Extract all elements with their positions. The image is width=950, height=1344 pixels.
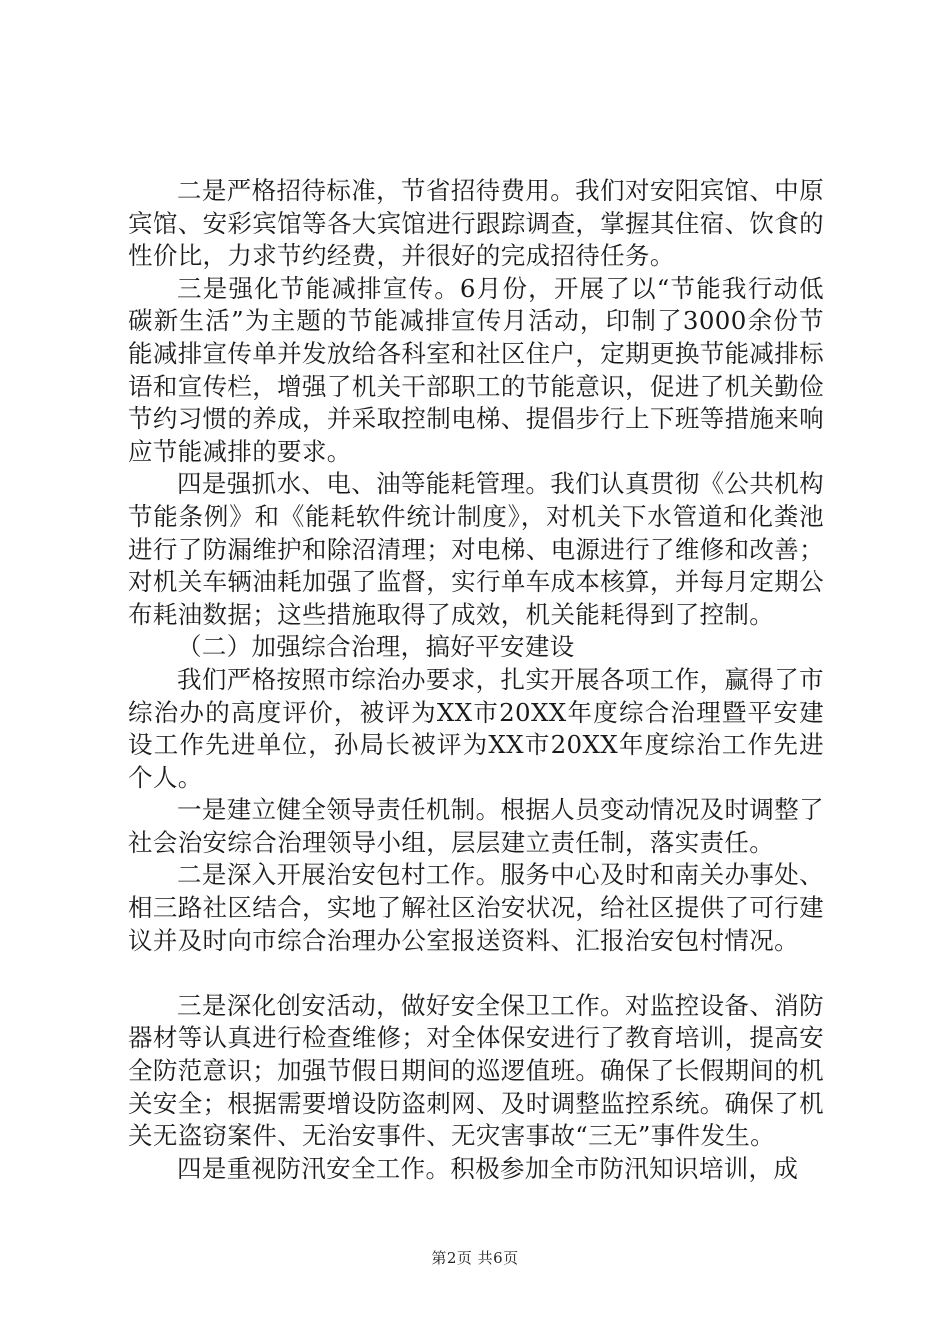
- paragraph-village-security-work: 二是深入开展治安包村工作。服务中心及时和南关办事处、相三路社区结合，实地了解社区治安状况，给社区提供了可行建议并及时向市综合治理办公室报送资料、汇报治安包村情况。: [128, 860, 824, 955]
- paragraph-reception-standards: 二是严格招待标准，节省招待费用。我们对安阳宾馆、中原宾馆、安彩宾馆等各大宾馆进行跟踪调查，掌握其住宿、饮食的性价比，力求节约经费，并很好的完成招待任务。: [128, 176, 824, 271]
- paragraph-energy-consumption-management: 四是强抓水、电、油等能耗管理。我们认真贯彻《公共机构节能条例》和《能耗软件统计制度》，对机关下水管道和化粪池进行了防漏维护和除沼清理；对电梯、电源进行了维修和改善；对机关车辆油耗加强了监督，实行单车成本核算，并每月定期公布耗油数据；这些措施取得了成效，机关能耗得到了控制。: [128, 469, 824, 629]
- paragraph-security-activities: 三是深化创安活动，做好安全保卫工作。对监控设备、消防器材等认真进行检查维修；对全体保安进行了教育培训，提高安全防范意识；加强节假日期间的巡逻值班。确保了长假期间的机关安全；根据需要增设防盗刺网、及时调整监控系统。确保了机关无盗窃案件、无治安事件、无灾害事故“三无”事件发生。: [128, 990, 824, 1151]
- section-heading-comprehensive-governance: （二）加强综合治理，搞好平安建设: [177, 632, 575, 662]
- paragraph-leadership-responsibility: 一是建立健全领导责任机制。根据人员变动情况及时调整了社会治安综合治理领导小组，层层建立责任制，落实责任。: [128, 795, 824, 857]
- paragraph-energy-saving-publicity: 三是强化节能减排宣传。6月份，开展了以“节能我行动低碳新生活”为主题的节能减排宣传月活动，印制了3000余份节能减排宣传单并发放给各科室和社区住户，定期更换节能减排标语和宣传栏，增强了机关干部职工的节能意识，促进了机关勤俭节约习惯的养成，并采取控制电梯、提倡步行上下班等措施来响应节能减排的要求。: [128, 273, 824, 466]
- paragraph-flood-prevention: 四是重视防汛安全工作。积极参加全市防汛知识培训，成: [177, 1153, 799, 1183]
- document-body: [128, 175, 824, 1185]
- page-number-footer: 第2页 共6页: [431, 1249, 519, 1267]
- paragraph-governance-evaluation: 我们严格按照市综治办要求，扎实开展各项工作，赢得了市综治办的高度评价，被评为XX市20XX年度综合治理暨平安建设工作先进单位，孙局长被评为XX市20XX年度综治工作先进个人。: [128, 664, 824, 792]
